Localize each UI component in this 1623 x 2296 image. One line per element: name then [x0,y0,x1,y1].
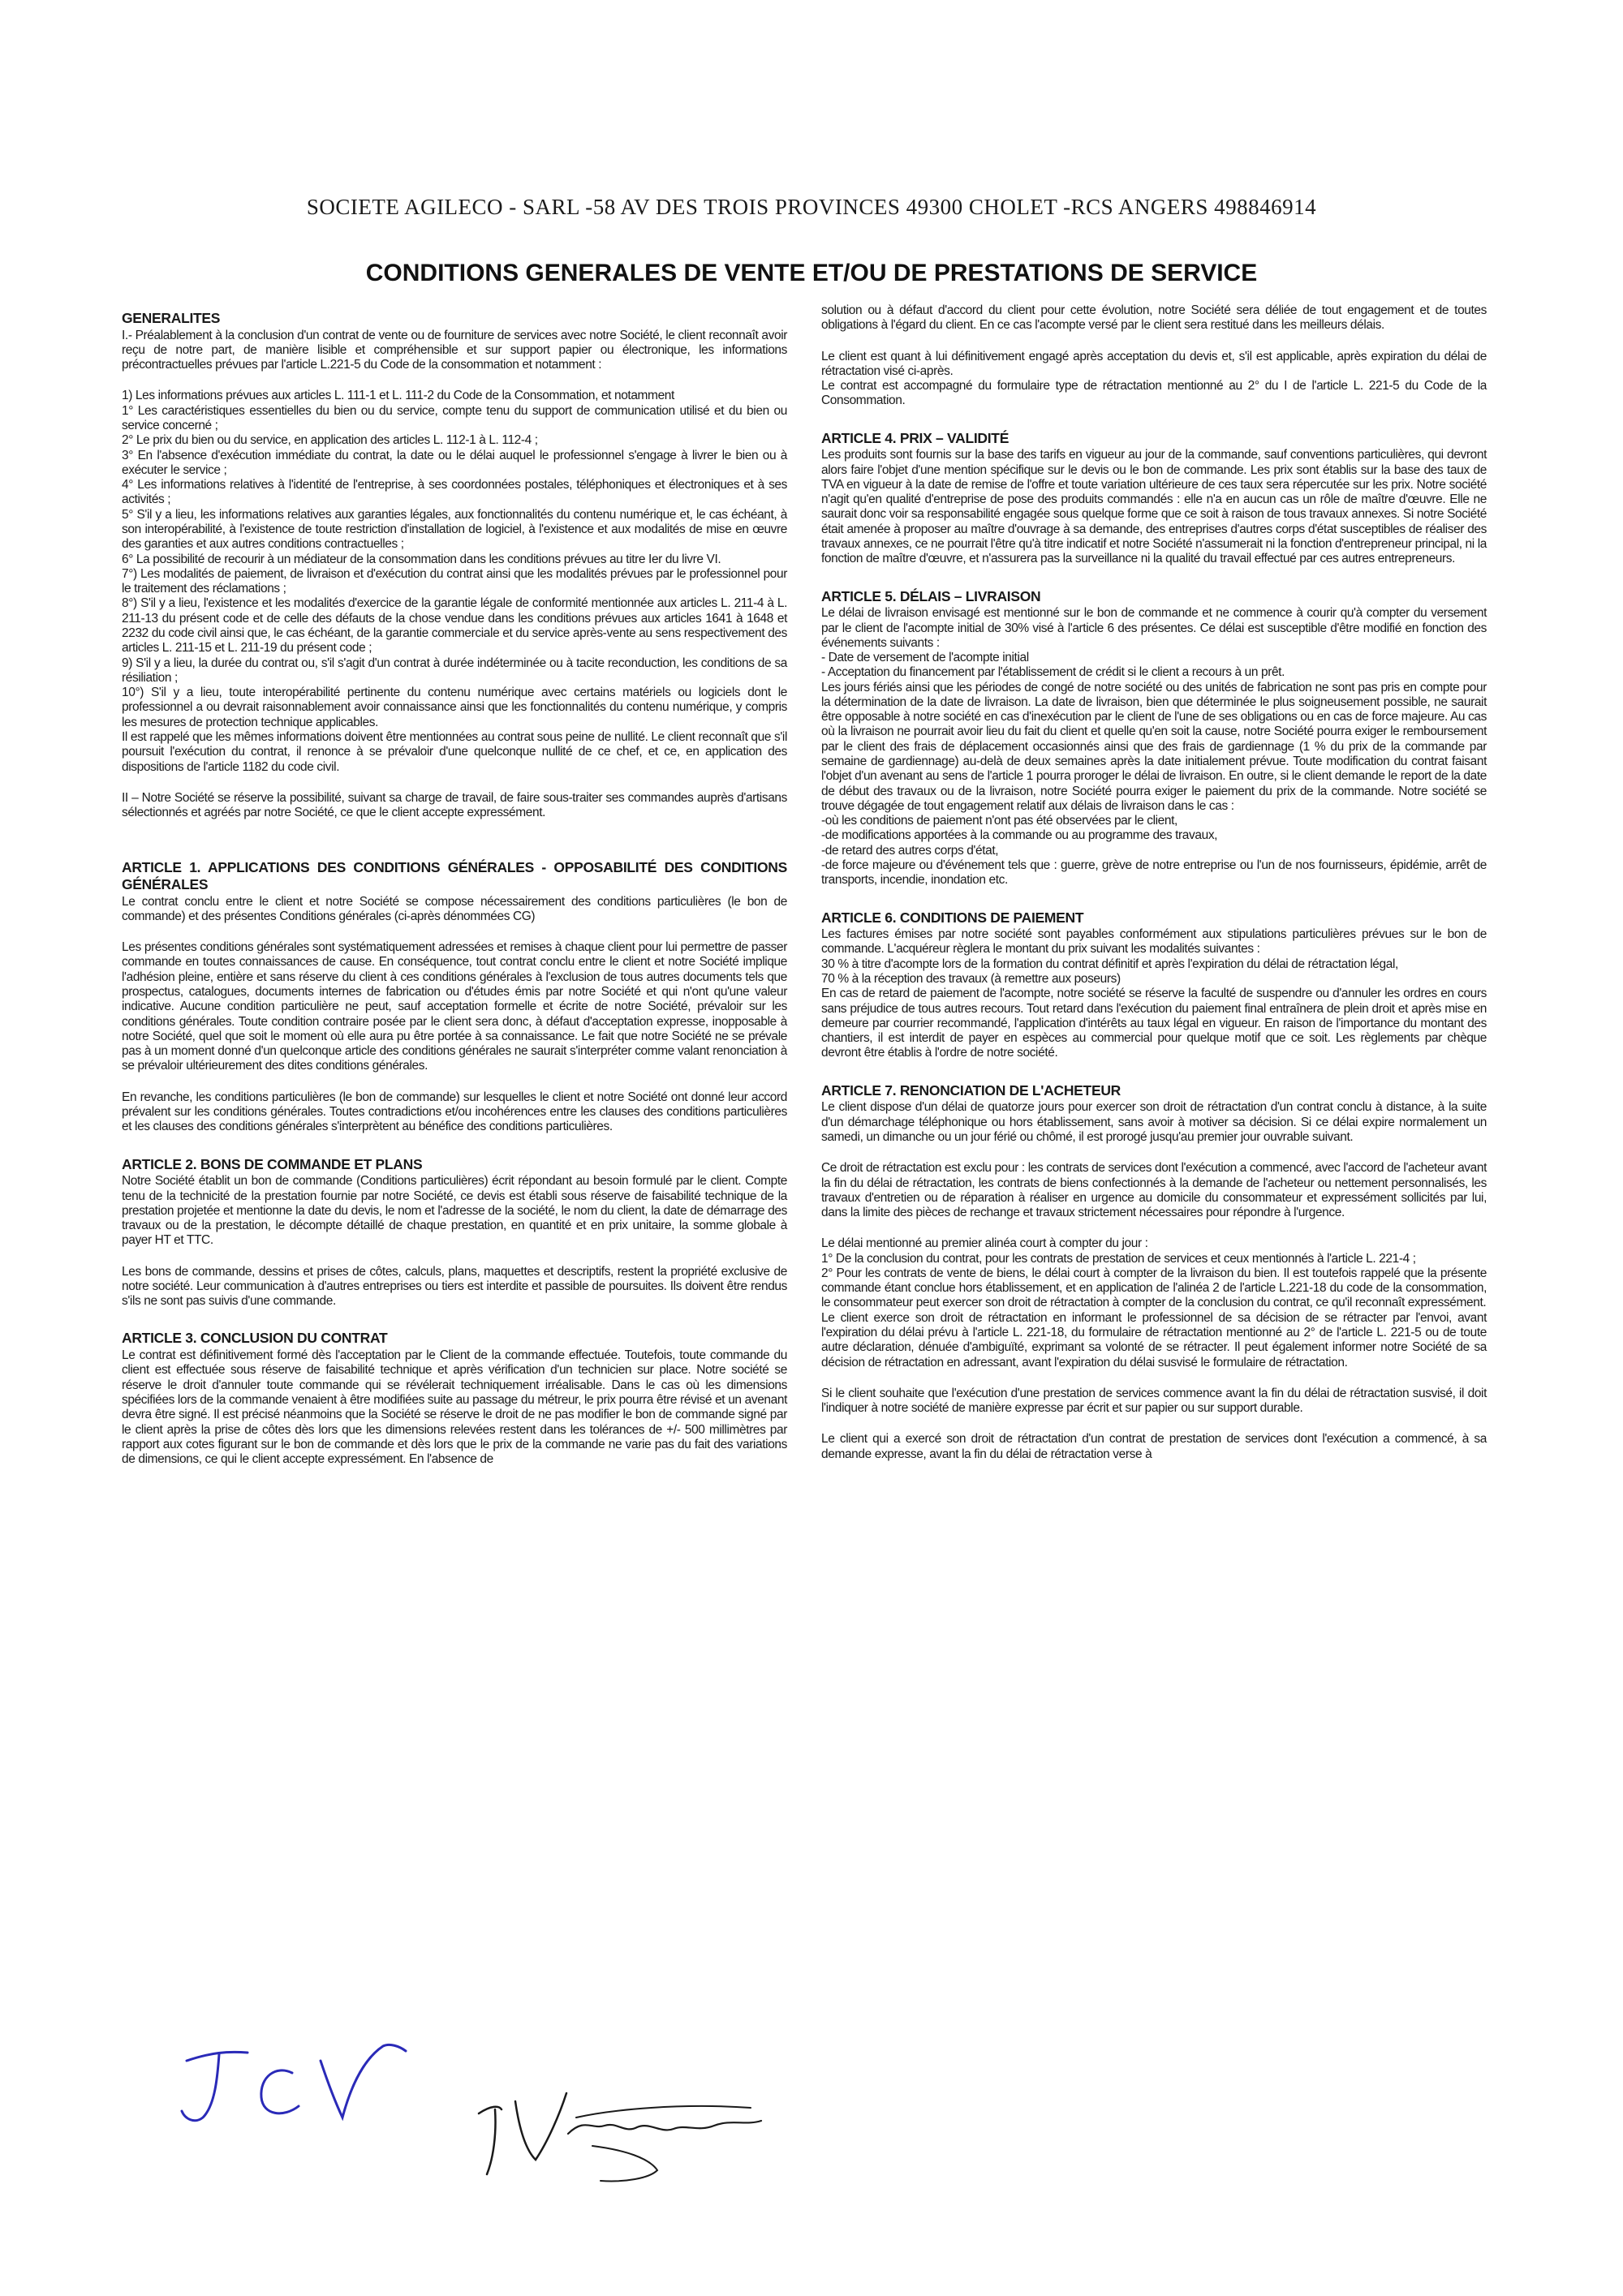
paragraph: Le délai de livraison envisagé est mentionné sur le bon de commande et ne commence à courir qu'à compter du versement par le client de l'acompte initial de 30% visé à l'article 6 des présentes. Ce délai est susceptible d'être modifié en fonction des événements suivants : [821,606,1487,650]
list-item: 5° S'il y a lieu, les informations relatives aux garanties légales, aux fonctionnalités du contenu numérique et, le cas échéant, à son interopérabilité, à l'existence de toute restriction d'installation de logiciel, à l'existence et aux modalités de mise en œuvre des garanties et aux autres conditions contractuelles ; [122,507,787,552]
paragraph: Les produits sont fournis sur la base des tarifs en vigueur au jour de la commande, sauf conventions particulières, qui devront alors faire l'objet d'une mention spécifique sur le devis ou le bon de commande. Les prix sont établis sur la base des taux de TVA en vigueur à la date de remise de l'offre et toute variation ultérieure de ces taux sera répercutée sur les prix. Notre société n'agit qu'en qualité d'entreprise de pose des produits commandés : elle n'a en aucun cas un rôle de maître d'œuvre. Elle ne saurait donc voir sa responsabilité engagée sous quelque forme que ce soit à raison de tous travaux annexes. Si notre Société était amenée à proposer au maître d'ouvrage à sa demande, des entreprises d'autres corps d'état susceptibles de réaliser des travaux annexes, ce ne pourrait l'être qu'à titre indicatif et notre Société n'assumerait ni la fonction d'entrepreneur principal, ni la fonction de maître d'œuvre, et n'assurera pas la surveillance ni la qualité du travail effectué par ces autres entrepreneurs. [821,448,1487,566]
paragraph: Notre Société établit un bon de commande (Conditions particulières) écrit répondant au besoin formulé par le client. Compte tenu de la technicité de la prestation fournie par notre Société, ce devis est établi sous réserve de faisabilité technique de la prestation projetée et mentionne la date du devis, le nom et l'adresse de la société, le nom du client, la date de démarrage des travaux ou de la prestation, le décompte détaillé de chaque prestation, en quantité et en prix unitaire, la somme globale à payer HT et TTC. [122,1174,787,1248]
handwritten-initials [170,2028,414,2134]
paragraph: En revanche, les conditions particulières (le bon de commande) sur lesquelles le client et notre Société ont donné leur accord prévalent sur les conditions générales. Toutes contradictions et/ou incohérences entre les clauses des conditions particulières et les clauses des conditions générales s'interprètent au bénéfice des conditions particulières. [122,1090,787,1134]
paragraph: I.- Préalablement à la conclusion d'un contrat de vente ou de fourniture de services avec notre Société, le client reconnaît avoir reçu de notre part, de manière lisible et compréhensible et sur support papier ou électronique, les informations précontractuelles prévues par l'article L.221-5 du Code de la consommation et notamment : [122,328,787,372]
list-item: 1° De la conclusion du contrat, pour les contrats de prestation de services et ceux mentionnés à l'article L. 221-4 ; [821,1251,1416,1266]
heading-article-5: ARTICLE 5. DÉLAIS – LIVRAISON [821,587,1041,604]
payment-list [821,957,1487,987]
paragraph: Le délai mentionné au premier alinéa court à compter du jour : [821,1236,1148,1251]
paragraph: Le client qui a exercé son droit de rétractation d'un contrat de prestation de services dont l'exécution a commencé, à sa demande expresse, avant la fin du délai de rétractation verse à [821,1432,1487,1461]
paragraph: II – Notre Société se réserve la possibilité, suivant sa charge de travail, de faire sous-traiter ses commandes auprès d'artisans sélectionnés et agréés par notre Société, ce que le client accepte expressément. [122,790,787,820]
left-column [122,310,787,1467]
paragraph: Le client exerce son droit de rétractation en informant le professionnel de sa décision de se rétracter par l'envoi, avant l'expiration du délai prévu à l'article L. 221-18, du formulaire de rétractation mentionné au 2° de l'article L. 221-5 ou de toute autre déclaration, dénuée d'ambiguïté, exprimant sa volonté de se rétracter. Il peut également informer notre Société de sa décision de rétractation en adressant, avant l'expiration du délai susvisé le formulaire de rétractation. [821,1310,1487,1369]
heading-article-1: ARTICLE 1. APPLICATIONS DES CONDITIONS GÉNÉRALES - OPPOSABILITÉ DES CONDITIONS GÉNÉRALES [122,859,787,892]
paragraph: Le contrat est accompagné du formulaire type de rétractation mentionné au 2° du I de l'article L. 221-5 du Code de la Consommation. [821,379,1487,408]
heading-article-7: ARTICLE 7. RENONCIATION DE L'ACHETEUR [821,1081,1121,1099]
company-header: SOCIETE AGILECO - SARL -58 AV DES TROIS PROVINCES 49300 CHOLET -RCS ANGERS 498846914 [306,195,1317,219]
exemption-list [821,814,1487,888]
paragraph: Les factures émises par notre société sont payables conformément aux stipulations particulières prévues sur le bon de commande. L'acquéreur règlera le montant du prix suivant les modalités suivantes : [821,927,1487,957]
paragraph: Les bons de commande, dessins et prises de côtes, calculs, plans, maquettes et descriptifs, restent la propriété exclusive de notre société. Leur communication à d'autres entreprises ou tiers est interdite et passible de poursuites. Ils doivent être rendus s'ils ne sont pas suivis d'une commande. [122,1264,787,1309]
list-item: 9) S'il y a lieu, la durée du contrat ou, s'il s'agit d'un contrat à durée indéterminée ou à tacite reconduction, les conditions de sa résiliation ; [122,656,787,685]
paragraph: En cas de retard de paiement de l'acompte, notre société se réserve la faculté de suspendre ou d'annuler les ordres en cours sans préjudice de tous autres recours. Tout retard dans l'exécution du paiement final entraînera de plein droit et après mise en demeure par courrier recommandé, l'application d'intérêts au taux légal en vigueur. En raison de l'importance du montant des chantiers, il est interdit de payer en espèces au commercial pour quelque motif que ce soit. Les règlements par chèque devront être établis à l'ordre de notre société. [821,987,1487,1060]
paragraph: Le client est quant à lui définitivement engagé après acceptation du devis et, s'il est applicable, après expiration du délai de rétractation visé ci-après. [821,349,1487,378]
paragraph: 1) Les informations prévues aux articles L. 111-1 et L. 111-2 du Code de la Consommation, et notamment [122,389,674,403]
heading-article-4: ARTICLE 4. PRIX – VALIDITÉ [821,429,1010,446]
list-item: 2° Le prix du bien ou du service, en application des articles L. 112-1 à L. 112-4 ; [122,433,538,448]
paragraph: Le contrat est définitivement formé dès l'acceptation par le Client de la commande effectuée. Toutefois, toute commande du client est effectuée sous réserve de faisabilité technique et après vérification d'un technicien sur place. Notre société se réserve le droit d'annuler toute commande qui se révélerait techniquement irréalisable. Dans le cas où les dimensions spécifiées lors de la commande venaient à être modifiées suite au passage du métreur, le prix pourra être révisé et un avenant devra être signé. Il est précisé néanmoins que la Société se réserve le droit de ne pas modifier le bon de commande signé par le client après la prise de côtes dès lors que les dimensions relevées restent dans les tolérances de +/- 500 millimètres par rapport aux cotes figurant sur le bon de commande et dès lors que le prix de la commande ne varie pas du fait des variations de dimensions, ce qui le client accepte expressément. En l'absence de [122,1348,787,1467]
list-item: -de retard des autres corps d'état, [821,843,999,858]
list-item: - Date de versement de l'acompte initial [821,651,1029,665]
handwritten-signature [471,2069,771,2191]
paragraph: Le client dispose d'un délai de quatorze jours pour exercer son droit de rétractation d'un contrat conclu à distance, à la suite d'un démarchage téléphonique ou hors établissement, sans avoir à motiver sa décision. Si ce délai expire normalement un samedi, un dimanche ou un jour férié ou chômé, il est prorogé jusqu'au premier jour ouvrable suivant. [821,1100,1487,1144]
heading-generalites: GENERALITES [122,310,221,326]
right-column [821,303,1487,1462]
list-item: -où les conditions de paiement n'ont pas été observées par le client, [821,814,1177,828]
paragraph: Les jours fériés ainsi que les périodes de congé de notre société ou des unités de fabrication ne sont pas pris en compte pour la détermination de la date de livraison. La date de livraison, bien que déterminée le plus soigneusement possible, ne saurait être opposable à notre société en cas d'inexécution par le client de l'une de ses obligations ou en cas de force majeure. Au cas où la livraison ne pourrait avoir lieu du fait du client et quelle qu'en soit la cause, notre Société pourra exiger le remboursement par le client des frais de déplacement occasionnés ainsi que des frais de gardiennage (1 % du prix de la commande par semaine de gardiennage) au-delà de deux semaines après la date initialement prévue. Toute modification du contrat faisant l'objet d'un avenant au sens de l'article 1 pourra proroger le délai de livraison. En outre, si le client demande le report de la date de début des travaux ou de la livraison, notre Société pourra exiger le paiement du prix de la commande. Notre société se trouve dégagée de tout engagement relatif aux délais de livraison dans le cas : [821,680,1487,813]
list-item: 6° La possibilité de recourir à un médiateur de la consommation dans les conditions prévues au titre Ier du livre VI. [122,552,721,566]
list-item: - Acceptation du financement par l'établissement de crédit si le client a recours à un prêt. [821,665,1285,680]
paragraph: solution ou à défaut d'accord du client pour cette évolution, notre Société sera déliée de tout engagement et de toutes obligations à l'égard du client. En ce cas l'acompte versé par le client sera restitué dans les meilleurs délais. [821,303,1487,333]
list-item: 30 % à titre d'acompte lors de la formation du contrat définitif et après l'expiration du délai de rétractation légal, [821,957,1398,971]
delay-list [821,1252,1487,1311]
paragraph: Ce droit de rétractation est exclu pour : les contrats de services dont l'exécution a commencé, avec l'accord de l'acheteur avant la fin du délai de rétractation, les contrats de biens confectionnés à la demande de l'acheteur ou nettement personnalisés, les travaux d'entretien ou de réparation à réaliser en urgence au domicile du consommateur et expressément sollicités par lui, dans la limite des pièces de rechange et travaux strictement nécessaires pour répondre à l'urgence. [821,1161,1487,1220]
list-item: 3° En l'absence d'exécution immédiate du contrat, la date ou le délai auquel le professionnel s'engage à livrer le bien ou à exécuter le service ; [122,448,787,477]
info-list [122,404,787,730]
heading-article-3: ARTICLE 3. CONCLUSION DU CONTRAT [122,1330,388,1347]
heading-article-2: ARTICLE 2. BONS DE COMMANDE ET PLANS [122,1155,423,1172]
list-item: 10°) S'il y a lieu, toute interopérabilité pertinente du contenu numérique avec certains matériels ou logiciels dont le professionnel a ou devrait raisonnablement avoir connaissance ainsi que les fonctionnalités du contenu numérique, y compris les mesures de protection technique applicables. [122,686,787,729]
list-item: 8°) S'il y a lieu, l'existence et les modalités d'exercice de la garantie légale de conformité mentionnée aux articles L. 211-4 à L. 211-13 du présent code et de celle des défauts de la chose vendue dans les conditions prévues aux articles 1641 à 1648 et 2232 du code civil ainsi que, le cas échéant, de la garantie commerciale et du service après-vente au sens respectivement des articles L. 211-15 et L. 211-19 du présent code ; [122,596,787,656]
list-item: 4° Les informations relatives à l'identité de l'entreprise, à ses coordonnées postales, téléphoniques et électroniques et à ses activités ; [122,478,787,507]
list-item: 2° Pour les contrats de vente de biens, le délai court à compter de la livraison du bien. Il est toutefois rappelé que la présente commande étant conclue hors établissement, et en application de l'alinéa 2 de l'article L.221-18 du code de la consommation, le consommateur peut exercer son droit de rétractation à compter de la conclusion du contrat, ce qu'il reconnaît expressément. [821,1266,1487,1310]
list-item: -de modifications apportées à la commande ou au programme des travaux, [821,828,1218,843]
list-item: 7°) Les modalités de paiement, de livraison et d'exécution du contrat ainsi que les modalités prévues par le professionnel pour le traitement des réclamations ; [122,566,787,596]
list-item: 70 % à la réception des travaux (à remettre aux poseurs) [821,972,1121,987]
paragraph: Si le client souhaite que l'exécution d'une prestation de services commence avant la fin du délai de rétractation susvisé, il doit l'indiquer à notre société de manière expresse par écrit et sur papier ou sur support durable. [821,1386,1487,1416]
list-item: -de force majeure ou d'événement tels que : guerre, grève de notre entreprise ou l'un de nos fournisseurs, épidémie, arrêt de transports, incendie, inondation etc. [821,858,1487,888]
document-title: CONDITIONS GENERALES DE VENTE ET/OU DE PRESTATIONS DE SERVICE [365,260,1258,286]
list-item: 1° Les caractéristiques essentielles du bien ou du service, compte tenu du support de communication utilisé et du bien ou service concerné ; [122,403,787,433]
heading-article-6: ARTICLE 6. CONDITIONS DE PAIEMENT [821,909,1084,926]
paragraph: Le contrat conclu entre le client et notre Société se compose nécessairement des conditions particulières (le bon de commande) et des présentes Conditions générales (ci-après dénommées CG) [122,894,787,923]
event-list [821,651,1487,681]
paragraph: Les présentes conditions générales sont systématiquement adressées et remises à chaque client pour lui permettre de passer commande en toutes connaissances de cause. En conséquence, tout contrat conclu entre le client et notre Société implique l'adhésion pleine, entière et sans réserve du client à ces conditions générales à l'exclusion de tous autres documents tels que prospectus, catalogues, documents internes de fabrication ou d'études émis par notre Société et qui n'ont qu'une valeur indicative. Aucune condition particulière ne peut, sauf acceptation formelle et écrite de notre Société, prévaloir sur les conditions générales. Toute condition contraire posée par le client sera donc, à défaut d'acceptation expresse, inopposable à notre Société, quel que soit le moment où elle aura pu être portée à sa connaissance. Le fait que notre Société ne se prévale pas à un moment donné d'un quelconque article des conditions générales ne saurait s'interpréter comme valant renonciation à se prévaloir ultérieurement des dites conditions générales. [122,940,787,1073]
paragraph: Il est rappelé que les mêmes informations doivent être mentionnées au contrat sous peine de nullité. Le client reconnaît que s'il poursuit l'exécution du contrat, il renonce à se prévaloir d'une quelconque nullité de ce chef, et ce, en application des dispositions de l'article 1182 du code civil. [122,729,787,774]
